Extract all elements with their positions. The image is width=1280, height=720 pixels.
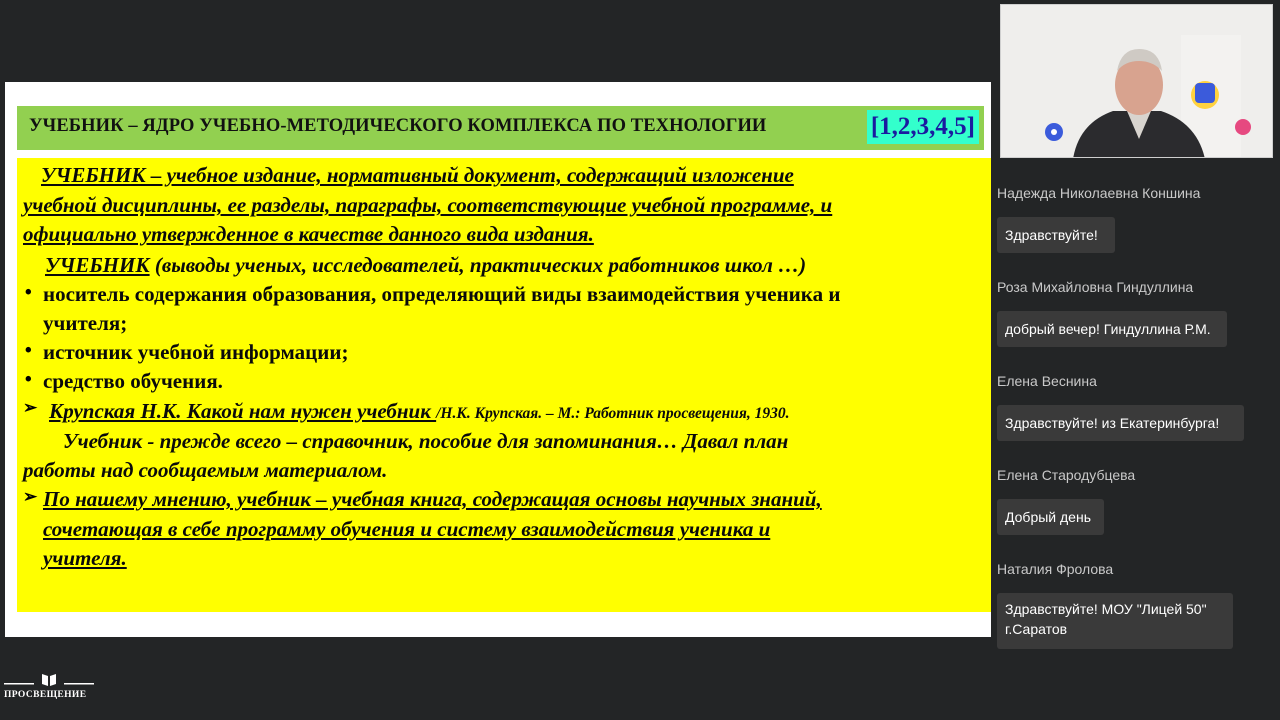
conclusions-note: (выводы ученых, исследователей, практических работников школ …): [149, 253, 807, 277]
arrow-bullet-icon: ➢: [23, 398, 38, 417]
krupskaya-reference-source: /Н.К. Крупская. – М.: Работник просвещения, 1930.: [436, 405, 790, 422]
bullet-item-3: средство обучения.: [43, 369, 223, 393]
slide-title-refs: [1,2,3,4,5]: [867, 110, 979, 144]
bullet-item-2: источник учебной информации;: [43, 340, 349, 364]
slide-title-bar: [17, 106, 984, 150]
bullet-icon: •: [25, 282, 32, 303]
speaker-video[interactable]: [1000, 4, 1273, 158]
definition-line-3: официально утвержденное в качестве данного вида издания.: [23, 222, 594, 246]
logo-book-icon: [4, 670, 94, 690]
bullet-item-1-line-1: носитель содержания образования, определяющий виды взаимодействия ученика и: [43, 282, 841, 306]
chat-author: Наталия Фролова: [997, 561, 1114, 577]
chat-message: Добрый день: [997, 499, 1104, 535]
chat-message: Здравствуйте! МОУ "Лицей 50" г.Саратов: [997, 593, 1233, 649]
prosveshchenie-logo: [4, 670, 94, 704]
definition-line-2: учебной дисциплины, ее разделы, параграфы, соответствующие учебной программе, и: [23, 193, 833, 217]
bullet-icon: •: [25, 340, 32, 361]
logo-text: ПРОСВЕЩЕНИЕ: [4, 690, 87, 700]
slide-body: [17, 158, 991, 612]
arrow-bullet-icon: ➢: [23, 487, 38, 506]
opinion-line-3: учителя.: [43, 546, 127, 570]
chat-author: Елена Веснина: [997, 373, 1097, 389]
chat-author: Надежда Николаевна Коншина: [997, 185, 1201, 201]
bullet-icon: •: [25, 369, 32, 390]
slide-title: УЧЕБНИК – ЯДРО УЧЕБНО-МЕТОДИЧЕСКОГО КОМПЛЕКСА ПО ТЕХНОЛОГИИ: [29, 116, 767, 136]
like-icon: [1195, 83, 1215, 103]
conclusions-line: [45, 252, 806, 278]
chat-author: Елена Стародубцева: [997, 467, 1136, 483]
bullet-item-1-line-2: учителя;: [43, 311, 128, 335]
presentation-slide: [5, 82, 991, 637]
krupskaya-reference: [49, 398, 790, 427]
quote-line-2: работы над сообщаемым материалом.: [23, 458, 388, 482]
chat-message: добрый вечер! Гиндуллина Р.М.: [997, 311, 1227, 347]
opinion-line-1: По нашему мнению, учебник – учебная книга, содержащая основы научных знаний,: [43, 487, 822, 511]
speaker-video-frame: [1001, 5, 1273, 158]
conclusions-heading: УЧЕБНИК: [45, 253, 150, 277]
chat-author: Роза Михайловна Гиндуллина: [997, 279, 1194, 295]
chat-message: Здравствуйте!: [997, 217, 1115, 253]
opinion-line-2: сочетающая в себе программу обучения и систему взаимодействия ученика и: [43, 517, 771, 541]
krupskaya-reference-title: Крупская Н.К. Какой нам нужен учебник: [49, 399, 437, 423]
chat-message: Здравствуйте! из Екатеринбурга!: [997, 405, 1244, 441]
definition-line-1: УЧЕБНИК – учебное издание, нормативный документ, содержащий изложение: [41, 163, 794, 187]
quote-line-1: Учебник - прежде всего – справочник, пособие для запоминания… Давал план: [63, 429, 789, 453]
